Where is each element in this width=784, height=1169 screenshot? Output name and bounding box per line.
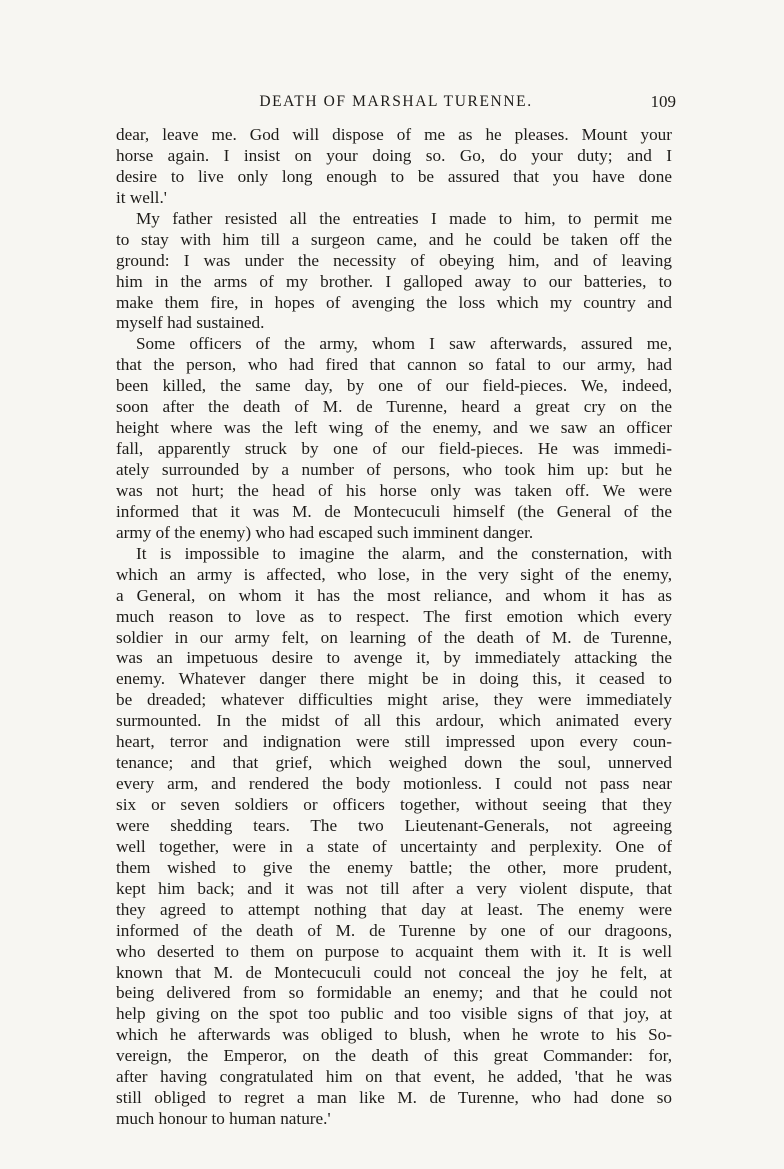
text-line: desire to live only long enough to be assured that you have done	[116, 166, 672, 186]
text-line: fall, apparently struck by one of our field-pieces. He was immedi-	[116, 439, 672, 459]
text-line: were shedding tears. The two Lieutenant-Generals, not agreeing	[116, 815, 672, 835]
text-line: him in the arms of my brother. I galloped away to our batteries, to	[116, 271, 672, 291]
text-line: been killed, the same day, by one of our field-pieces. We, indeed,	[116, 376, 672, 396]
text-line: known that M. de Montecuculi could not conceal the joy he felt, at	[116, 962, 672, 982]
text-line: heart, terror and indignation were still impressed upon every coun-	[116, 732, 672, 752]
text-line: well together, were in a state of uncertainty and perplexity. One of	[116, 836, 672, 856]
text-line: horse again. I insist on your doing so. Go, do your duty; and I	[116, 145, 672, 165]
text-line: much honour to human nature.'	[116, 1109, 331, 1129]
text-line: Some officers of the army, whom I saw afterwards, assured me,	[136, 334, 672, 354]
text-line: kept him back; and it was not till after a very violent dispute, that	[116, 878, 672, 898]
text-line: it well.'	[116, 187, 167, 207]
page-header	[116, 90, 676, 116]
text-line: army of the enemy) who had escaped such imminent danger.	[116, 522, 534, 542]
text-line: six or seven soldiers or officers together, without seeing that they	[116, 795, 672, 814]
text-line: myself had sustained.	[116, 313, 265, 333]
text-line: informed that it was M. de Montecuculi himself (the General of the	[116, 501, 672, 521]
text-line: vereign, the Emperor, on the death of this great Commander: for,	[116, 1046, 672, 1066]
text-line: help giving on the spot too public and too visible signs of that joy, at	[116, 1004, 672, 1024]
text-line: much reason to love as to respect. The first emotion which every	[116, 606, 672, 626]
running-title: DEATH OF MARSHAL TURENNE.	[259, 93, 533, 110]
text-line: ground: I was under the necessity of obeying him, and of leaving	[116, 250, 672, 270]
text-line: height where was the left wing of the enemy, and we saw an officer	[116, 418, 672, 438]
text-line: they agreed to attempt nothing that day at least. The enemy were	[116, 899, 672, 919]
text-line: soldier in our army felt, on learning of the death of M. de Turenne,	[116, 627, 672, 647]
text-line: which an army is affected, who lose, in the very sight of the enemy,	[116, 564, 672, 584]
text-line: them wished to give the enemy battle; the other, more prudent,	[116, 857, 672, 877]
text-line: tenance; and that grief, which weighed down the soul, unnerved	[116, 753, 672, 773]
text-line: ately surrounded by a number of persons, who took him up: but he	[116, 460, 672, 479]
text-line: to stay with him till a surgeon came, and he could be taken off the	[116, 229, 672, 249]
text-line: who deserted to them on purpose to acquaint them with it. It is well	[116, 941, 672, 961]
text-line: was an impetuous desire to avenge it, by immediately attacking the	[116, 648, 672, 668]
page-number: 109	[650, 92, 676, 111]
text-line: being delivered from so formidable an enemy; and that he could not	[116, 983, 672, 1003]
text-line: after having congratulated him on that event, he added, 'that he was	[116, 1067, 672, 1087]
body-text	[116, 125, 672, 1130]
text-line: surmounted. In the midst of all this ardour, which animated every	[116, 711, 672, 731]
text-line: My father resisted all the entreaties I made to him, to permit me	[136, 208, 672, 228]
text-line: enemy. Whatever danger there might be in doing this, it ceased to	[116, 669, 672, 689]
text-line: every arm, and rendered the body motionless. I could not pass near	[116, 774, 672, 794]
text-line: which he afterwards was obliged to blush, when he wrote to his So-	[116, 1025, 672, 1045]
text-line: It is impossible to imagine the alarm, and the consternation, with	[136, 543, 672, 563]
text-line: be dreaded; whatever difficulties might arise, they were immediately	[116, 690, 672, 710]
text-line: was not hurt; the head of his horse only was taken off. We were	[116, 480, 672, 500]
text-line: dear, leave me. God will dispose of me as he pleases. Mount your	[116, 125, 672, 144]
text-line: a General, on whom it has the most reliance, and whom it has as	[116, 585, 672, 605]
text-line: soon after the death of M. de Turenne, heard a great cry on the	[116, 397, 672, 417]
text-line: still obliged to regret a man like M. de Turenne, who had done so	[116, 1088, 672, 1108]
text-line: make them fire, in hopes of avenging the loss which my country and	[116, 292, 672, 312]
text-line: informed of the death of M. de Turenne by one of our dragoons,	[116, 920, 672, 940]
text-line: that the person, who had fired that cannon so fatal to our army, had	[116, 355, 672, 375]
